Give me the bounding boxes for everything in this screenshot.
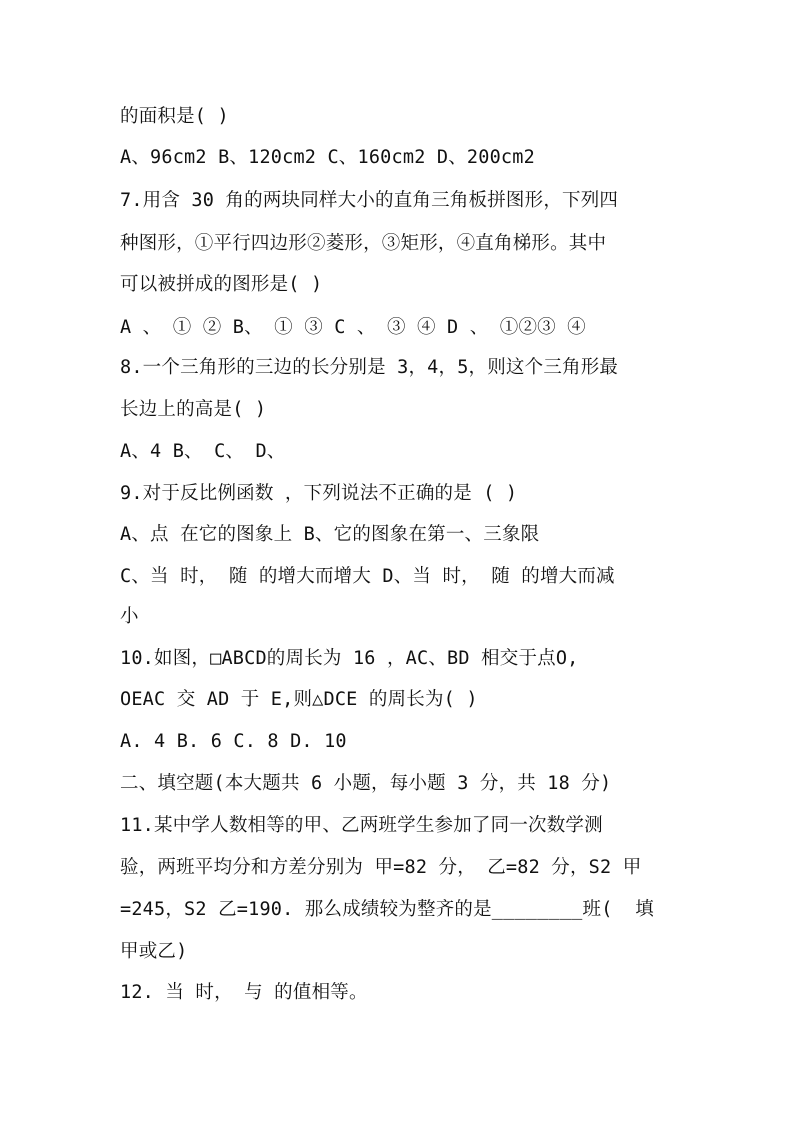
question-10-line-2: OEAC 交 AD 于 E,则△DCE 的周长为( ) <box>120 689 478 710</box>
question-11-line-3: =245，S2 乙=190. 那么成绩较为整齐的是________班( 填 <box>120 899 654 920</box>
question-10-line-1: 10.如图，□ABCD的周长为 16 ，AC、BD 相交于点O, <box>120 648 579 669</box>
question-9-stem: 9.对于反比例函数 ，下列说法不正确的是 ( ) <box>120 483 518 504</box>
question-6-continuation: 的面积是( ) <box>120 106 229 127</box>
question-11-line-2: 验，两班平均分和方差分别为 甲=82 分， 乙=82 分，S2 甲 <box>120 857 642 878</box>
question-7-line-2: 种图形，①平行四边形②菱形，③矩形，④直角梯形。其中 <box>120 233 607 254</box>
question-9-options-cd-wrap: 小 <box>120 606 139 627</box>
section-2-heading: 二、填空题(本大题共 6 小题，每小题 3 分，共 18 分) <box>120 773 612 794</box>
question-7-line-3: 可以被拼成的图形是( ) <box>120 274 323 295</box>
question-10-options: A. 4 B. 6 C. 8 D. 10 <box>120 731 347 752</box>
question-8-line-2: 长边上的高是( ) <box>120 399 267 420</box>
question-7-options: A 、 ① ② B、 ① ③ C 、 ③ ④ D 、 ①②③ ④ <box>120 317 586 338</box>
question-6-options: A、96cm2 B、120cm2 C、160cm2 D、200cm2 <box>120 147 535 168</box>
question-8-options: A、4 B、 C、 D、 <box>120 441 286 462</box>
question-9-options-ab: A、点 在它的图象上 B、它的图象在第一、三象限 <box>120 524 540 545</box>
question-11-line-4: 甲或乙) <box>120 941 188 962</box>
question-9-options-cd: C、当 时， 随 的增大而增大 D、当 时， 随 的增大而减 <box>120 566 615 587</box>
question-12-line-1: 12. 当 时， 与 的值相等。 <box>120 982 368 1003</box>
question-7-line-1: 7.用含 30 角的两块同样大小的直角三角板拼图形，下列四 <box>120 190 619 211</box>
question-11-line-1: 11.某中学人数相等的甲、乙两班学生参加了同一次数学测 <box>120 815 603 836</box>
question-8-line-1: 8.一个三角形的三边的长分别是 3，4，5，则这个三角形最 <box>120 357 619 378</box>
